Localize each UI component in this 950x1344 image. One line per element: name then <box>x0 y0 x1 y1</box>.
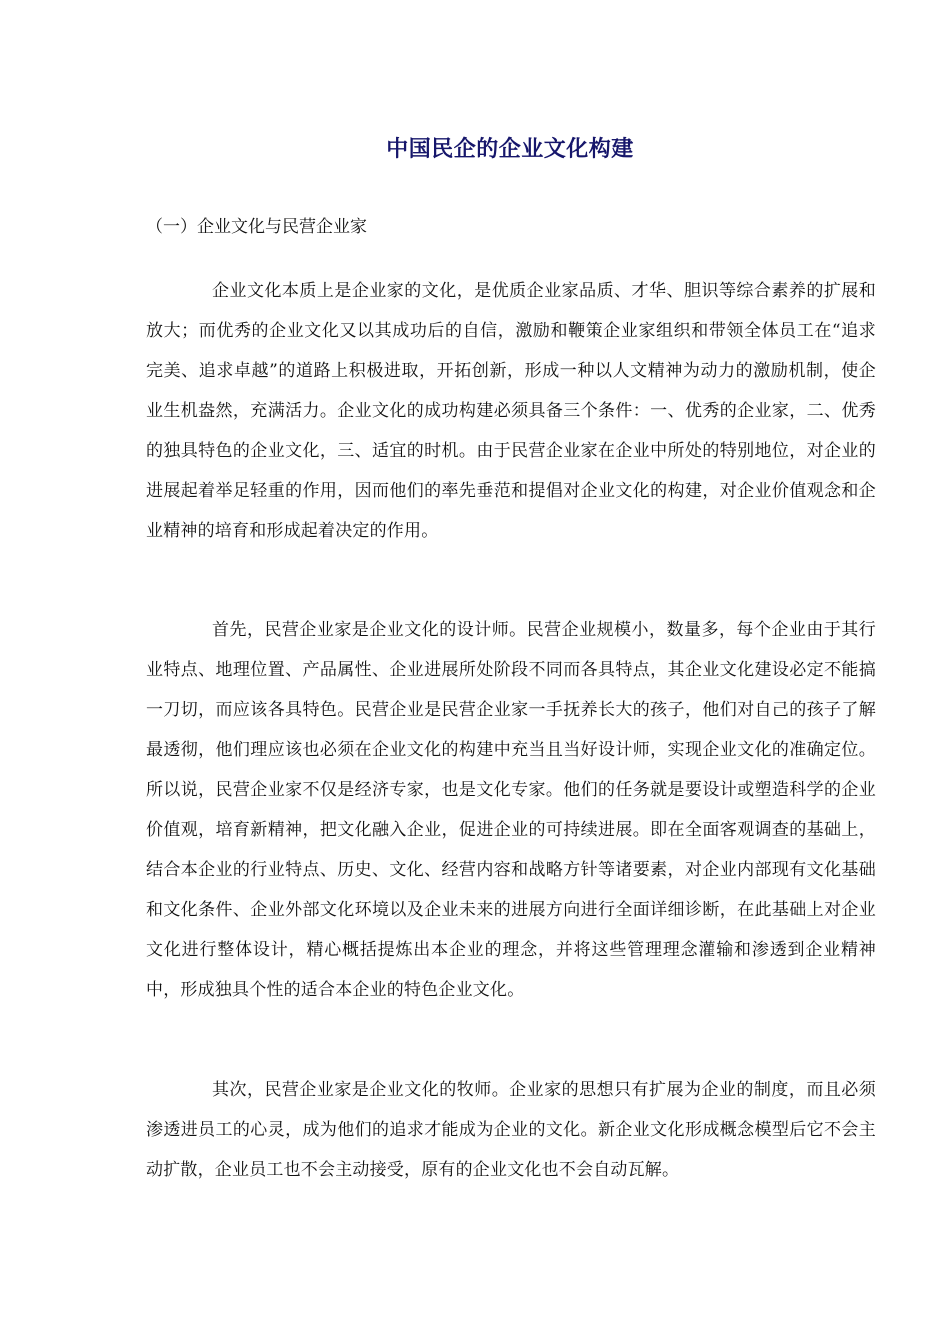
paragraph-1: 企业文化本质上是企业家的文化，是优质企业家品质、才华、胆识等综合素养的扩展和放大；而优秀的企业文化又以其成功后的自信，激励和鞭策企业家组织和带领全体员工在“追求完美、追求卓越”的道路上积极进取，开拓创新，形成一种以人文精神为动力的激励机制，使企业生机盎然，充满活力。企业文化的成功构建必须具备三个条件：一、优秀的企业家，二、优秀的独具特色的企业文化，三、适宜的时机。由于民营企业家在企业中所处的特别地位，对企业的进展起着举足轻重的作用，因而他们的率先垂范和提倡对企业文化的构建，对企业价值观念和企业精神的培育和形成起着决定的作用。 <box>146 281 876 541</box>
paragraph-3: 其次，民营企业家是企业文化的牧师。企业家的思想只有扩展为企业的制度，而且必须渗透进员工的心灵，成为他们的追求才能成为企业的文化。新企业文化形成概念模型后它不会主动扩散，企业员工也不会主动接受，原有的企业文化也不会自动瓦解。 <box>146 1080 876 1180</box>
document-title: 中国民企的企业文化构建 <box>386 137 634 162</box>
paragraph-2: 首先，民营企业家是企业文化的设计师。民营企业规模小，数量多，每个企业由于其行业特点、地理位置、产品属性、企业进展所处阶段不同而各具特点，其企业文化建设必定不能搞一刀切，而应该各具特色。民营企业是民营企业家一手抚养长大的孩子，他们对自己的孩子了解最透彻，他们理应该也必须在企业文化的构建中充当且当好设计师，实现企业文化的准确定位。所以说，民营企业家不仅是经济专家，也是文化专家。他们的任务就是要设计或塑造科学的企业价值观，培育新精神，把文化融入企业，促进企业的可持续进展。即在全面客观调查的基础上，结合本企业的行业特点、历史、文化、经营内容和战略方针等诸要素，对企业内部现有文化基础和文化条件、企业外部文化环境以及企业未来的进展方向进行全面详细诊断，在此基础上对企业文化进行整体设计，精心概括提炼出本企业的理念，并将这些管理理念灌输和渗透到企业精神中，形成独具个性的适合本企业的特色企业文化。 <box>146 620 876 1000</box>
section-heading: （一）企业文化与民营企业家 <box>146 217 367 237</box>
